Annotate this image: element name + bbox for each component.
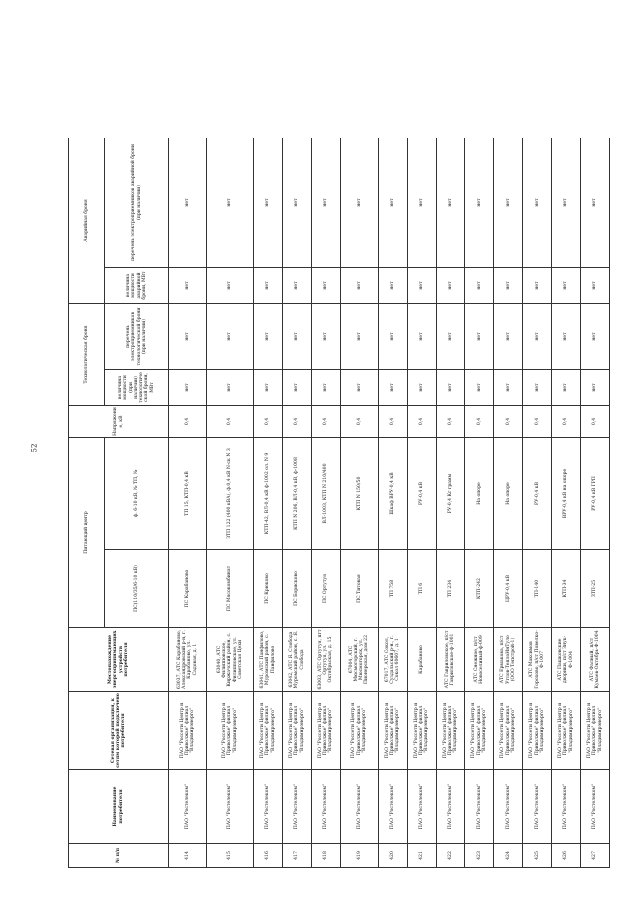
cell-emerg-value: нет	[311, 267, 340, 303]
cell-num: 416	[254, 844, 283, 868]
page-number: 52	[30, 443, 39, 453]
cell-emerg-list: нет	[407, 138, 436, 267]
rotated-table-frame	[68, 138, 610, 868]
cell-emerg-value: нет	[282, 267, 311, 303]
cell-grid: ПАО "Россети Центр и Приволжье" филиал "Владимирэнерго"	[282, 692, 311, 770]
consumer-table	[68, 138, 610, 868]
cell-emerg-list: нет	[465, 138, 494, 267]
table-row	[340, 138, 378, 868]
table-row	[494, 138, 523, 868]
header-tech-value: величина мощности (при наличии) технологической брони, МВт	[105, 369, 169, 405]
cell-feeder: На опоре	[494, 437, 523, 549]
header-voltage: Напряжение, кВ	[69, 405, 169, 437]
cell-num: 427	[581, 844, 610, 868]
cell-voltage: 0,4	[254, 405, 283, 437]
cell-tech-list: нет	[523, 303, 552, 369]
cell-consumer: ПАО "Ростелеком"	[552, 770, 581, 844]
cell-consumer: ПАО "Ростелеком"	[581, 770, 610, 844]
cell-ps: ЗТП-25	[581, 550, 610, 628]
cell-grid: ПАО "Россети Центр и Приволжье" филиал "Владимирэнерго"	[311, 692, 340, 770]
cell-tech-list: нет	[282, 303, 311, 369]
cell-ps: КТП-34	[552, 550, 581, 628]
cell-voltage: 0,4	[523, 405, 552, 437]
cell-emerg-list: нет	[254, 138, 283, 267]
cell-num: 422	[436, 844, 465, 868]
table-row	[523, 138, 552, 868]
cell-tech-value: нет	[169, 369, 207, 405]
cell-grid: ПАО "Россети Центр и Приволжье" филиал "Владимирэнерго"	[494, 692, 523, 770]
cell-feeder: РУ-0,4 кВ ГРП	[581, 437, 610, 549]
cell-consumer: ПАО "Ростелеком"	[494, 770, 523, 844]
cell-tech-value: нет	[282, 369, 311, 405]
cell-ps: ЦРУ-0,4 кВ	[494, 550, 523, 628]
cell-ps: ПС Борисково	[282, 550, 311, 628]
header-emergency-armor: Аварийная броня	[69, 138, 105, 303]
cell-tech-value: нет	[378, 369, 407, 405]
cell-location: АТС Пашковские дворики, п/ст Знук-Ф-1004	[552, 628, 581, 692]
cell-voltage: 0,4	[407, 405, 436, 437]
cell-tech-value: нет	[311, 369, 340, 405]
cell-num: 419	[340, 844, 378, 868]
cell-tech-list: нет	[169, 303, 207, 369]
cell-feeder: На опоре	[465, 437, 494, 549]
cell-consumer: ПАО "Ростелеком"	[378, 770, 407, 844]
cell-tech-list: нет	[340, 303, 378, 369]
table-row	[407, 138, 436, 868]
cell-tech-list: нет	[494, 303, 523, 369]
cell-voltage: 0,4	[465, 405, 494, 437]
cell-ps: ТП-140	[523, 550, 552, 628]
header-feeder: ф. 6-10 кВ, № ТП, №	[105, 437, 169, 549]
cell-emerg-value: нет	[254, 267, 283, 303]
cell-emerg-value: нет	[465, 267, 494, 303]
table-row	[436, 138, 465, 868]
cell-location: 63041, АТС Панфилово, Муромский район, с. Панфилово	[254, 628, 283, 692]
cell-voltage: 0,4	[206, 405, 253, 437]
table-row	[282, 138, 311, 868]
table-row	[378, 138, 407, 868]
cell-location: 63040, АТС Филипповское, Киржачский район, с. Филипповское, ул. Советская Цехи	[206, 628, 253, 692]
cell-emerg-value: нет	[340, 267, 378, 303]
cell-feeder: ЗТП 122 (400 кВА), ф.0,4 кВ N-ск N 3	[206, 437, 253, 549]
cell-location: АТС Снежное, п/ст Новоселиный-ф-009	[465, 628, 494, 692]
cell-voltage: 0,4	[169, 405, 207, 437]
cell-feeder: РУ-0,4 кВ	[407, 437, 436, 549]
cell-tech-value: нет	[407, 369, 436, 405]
cell-tech-list: нет	[206, 303, 253, 369]
cell-num: 420	[378, 844, 407, 868]
cell-tech-value: нет	[340, 369, 378, 405]
header-tech-armor: Технологическая броня	[69, 303, 105, 405]
cell-ps: КТП-242	[465, 550, 494, 628]
cell-consumer: ПАО "Ростелеком"	[169, 770, 207, 844]
cell-emerg-value: нет	[494, 267, 523, 303]
rotated-table-content	[68, 138, 610, 868]
table-row	[552, 138, 581, 868]
cell-emerg-list: нет	[206, 138, 253, 267]
cell-emerg-value: нет	[169, 267, 207, 303]
table-body	[169, 138, 610, 868]
cell-location: 67017, АТС Сокол, Суздальский р-н., г. Сокол 60607, д. 1	[378, 628, 407, 692]
cell-tech-list: нет	[407, 303, 436, 369]
cell-consumer: ПАО "Ростелеком"	[282, 770, 311, 844]
cell-tech-value: нет	[465, 369, 494, 405]
table-row	[581, 138, 610, 868]
cell-feeder: КТП N 150/50	[340, 437, 378, 549]
cell-feeder: ТП 15, КТП-0,4 кВ	[169, 437, 207, 549]
cell-location: 63003, АТС Ортутуя, пгт Ортутуя, ул. Октябрьская, д. 15	[311, 628, 340, 692]
header-tech-list: перечень электроприемников технологической брони (при наличии)	[105, 303, 169, 369]
header-num: № п/п	[69, 844, 169, 868]
cell-location: 67004, АТС Мюсмогорский, г. Мюсмогорск, ул. Пионерская, дом 22	[340, 628, 378, 692]
cell-tech-list: нет	[378, 303, 407, 369]
table-row	[311, 138, 340, 868]
cell-ps: ТП 6	[407, 550, 436, 628]
cell-num: 426	[552, 844, 581, 868]
cell-voltage: 0,4	[494, 405, 523, 437]
cell-location: АТС Максимов Горохово, п/ст Повелко-Ф-1007	[523, 628, 552, 692]
cell-tech-value: нет	[523, 369, 552, 405]
header-emerg-list: перечень электроприемников аварийной брони (при наличии)	[105, 138, 169, 267]
cell-feeder: РУ-0,4 кВ	[523, 437, 552, 549]
header-location: Местонахождение энергопринимающих устройств потребителя	[69, 628, 169, 692]
header-consumer-name: Наименование потребителя	[69, 770, 169, 844]
cell-num: 418	[311, 844, 340, 868]
cell-tech-list: нет	[311, 303, 340, 369]
cell-emerg-list: нет	[340, 138, 378, 267]
cell-tech-value: нет	[254, 369, 283, 405]
header-ps: ПС(110/35/6-10 кВ)	[105, 550, 169, 628]
cell-emerg-value: нет	[523, 267, 552, 303]
cell-emerg-value: нет	[206, 267, 253, 303]
cell-ps: ПС Крюково	[254, 550, 283, 628]
cell-grid: ПАО "Россети Центр и Приволжье" филиал "Владимирэнерго"	[340, 692, 378, 770]
table-row	[206, 138, 253, 868]
cell-location: Карабаново	[407, 628, 436, 692]
cell-voltage: 0,4	[311, 405, 340, 437]
cell-tech-list: нет	[254, 303, 283, 369]
cell-grid: ПАО "Россети Центр и Приволжье" филиал "Владимирэнерго"	[552, 692, 581, 770]
cell-grid: ПАО "Россети Центр и Приволжье" филиал "Владимирэнерго"	[581, 692, 610, 770]
cell-grid: ПАО "Россети Центр и Приволжье" филиал "Владимирэнерго"	[436, 692, 465, 770]
cell-num: 421	[407, 844, 436, 868]
header-emerg-value: величина мощности аварийной брони, МВт	[105, 267, 169, 303]
cell-voltage: 0,4	[552, 405, 581, 437]
cell-num: 425	[523, 844, 552, 868]
table-row	[465, 138, 494, 868]
cell-emerg-value: нет	[436, 267, 465, 303]
cell-tech-list: нет	[436, 303, 465, 369]
cell-emerg-list: нет	[494, 138, 523, 267]
cell-consumer: ПАО "Ростелеком"	[311, 770, 340, 844]
cell-num: 424	[494, 844, 523, 868]
cell-num: 423	[465, 844, 494, 868]
cell-location: 63037, АТС Карабаново, Александровский р-н, г. Карабаново, ул. Садовая, д. 1	[169, 628, 207, 692]
table-row	[254, 138, 283, 868]
cell-voltage: 0,4	[340, 405, 378, 437]
cell-consumer: ПАО "Ростелеком"	[436, 770, 465, 844]
cell-feeder: Шкаф ВРУ-0,4 кВ	[378, 437, 407, 549]
cell-emerg-list: нет	[282, 138, 311, 267]
cell-emerg-list: нет	[552, 138, 581, 267]
cell-feeder: РУ-0,4 Кг грамм	[436, 437, 465, 549]
cell-emerg-value: нет	[378, 267, 407, 303]
cell-tech-value: нет	[436, 369, 465, 405]
cell-tech-list: нет	[581, 303, 610, 369]
cell-tech-value: нет	[206, 369, 253, 405]
cell-feeder: ВРУ-0,4 кВ на опоре	[552, 437, 581, 549]
cell-num: 414	[169, 844, 207, 868]
cell-consumer: ПАО "Ростелеком"	[340, 770, 378, 844]
cell-ps: ТП 234	[436, 550, 465, 628]
cell-grid: ПАО "Россети Центр и Приволжье" филиал "Владимирэнерго"	[378, 692, 407, 770]
cell-emerg-value: нет	[407, 267, 436, 303]
cell-consumer: ПАО "Ростелеком"	[523, 770, 552, 844]
cell-grid: ПАО "Россети Центр и Приволжье" филиал "Владимирэнерго"	[407, 692, 436, 770]
cell-voltage: 0,4	[436, 405, 465, 437]
cell-consumer: ПАО "Ростелеком"	[254, 770, 283, 844]
cell-emerg-value: нет	[581, 267, 610, 303]
cell-ps: ТП 758	[378, 550, 407, 628]
cell-grid: ПАО "Россети Центр и Приволжье" филиал "Владимирэнерго"	[465, 692, 494, 770]
cell-emerg-list: нет	[436, 138, 465, 267]
cell-emerg-list: нет	[581, 138, 610, 267]
cell-location: АТС Гавриловское, п/ст Гавриловское-ф-1001	[436, 628, 465, 692]
cell-tech-value: нет	[552, 369, 581, 405]
cell-grid: ПАО "Россети Центр и Приволжье" филиал "Владимирэнерго"	[523, 692, 552, 770]
cell-ps: ПС Мясокомбинат	[206, 550, 253, 628]
cell-feeder: КТП-42, ВЛ-0,4 кВ ф-1002 ол. N 9	[254, 437, 283, 549]
header-supply-center: Питающий центр	[69, 437, 105, 627]
cell-location: 63042, АТС Я. Слобода Муромский район, с. Я. Слобода	[282, 628, 311, 692]
cell-voltage: 0,4	[378, 405, 407, 437]
cell-consumer: ПАО "Ростелеком"	[465, 770, 494, 844]
cell-tech-list: нет	[465, 303, 494, 369]
cell-ps: ПС Карабаново	[169, 550, 207, 628]
cell-consumer: ПАО "Ростелеком"	[206, 770, 253, 844]
cell-consumer: ПАО "Ростелеком"	[407, 770, 436, 844]
cell-feeder: КТП N 206, ВЛ-0,4 кВ, ф-1008	[282, 437, 311, 549]
cell-emerg-list: нет	[311, 138, 340, 267]
cell-ps: ПС Титовая	[340, 550, 378, 628]
cell-emerg-list: нет	[523, 138, 552, 267]
cell-tech-value: нет	[494, 369, 523, 405]
cell-num: 417	[282, 844, 311, 868]
cell-voltage: 0,4	[282, 405, 311, 437]
cell-grid: ПАО "Россети Центр и Приволжье" филиал "Владимирэнерго"	[254, 692, 283, 770]
cell-location: АТС Фалный, п/ст Кумаев-Октябрь-Ф-1004	[581, 628, 610, 692]
cell-grid: ПАО "Россети Центр и Приволжье" филиал "Владимирэнерго"	[169, 692, 207, 770]
cell-emerg-value: нет	[552, 267, 581, 303]
cell-num: 415	[206, 844, 253, 868]
cell-tech-value: нет	[581, 369, 610, 405]
cell-voltage: 0,4	[581, 405, 610, 437]
cell-feeder: ВЛ-1003, КТП N 210/400	[311, 437, 340, 549]
cell-ps: ПС Ортутуя	[311, 550, 340, 628]
cell-grid: ПАО "Россети Центр и Приволжье" филиал "Владимирэнерго"	[206, 692, 253, 770]
cell-emerg-list: нет	[169, 138, 207, 267]
header-grid-org: Сетевая организация, к сетям которой подключено потребителя	[69, 692, 169, 770]
cell-tech-list: нет	[552, 303, 581, 369]
table-row	[169, 138, 207, 868]
cell-location: АТС Ермакова, п/ст Углов-ТеплоИнТуло (ООО Тепстрой-1)	[494, 628, 523, 692]
cell-emerg-list: нет	[378, 138, 407, 267]
